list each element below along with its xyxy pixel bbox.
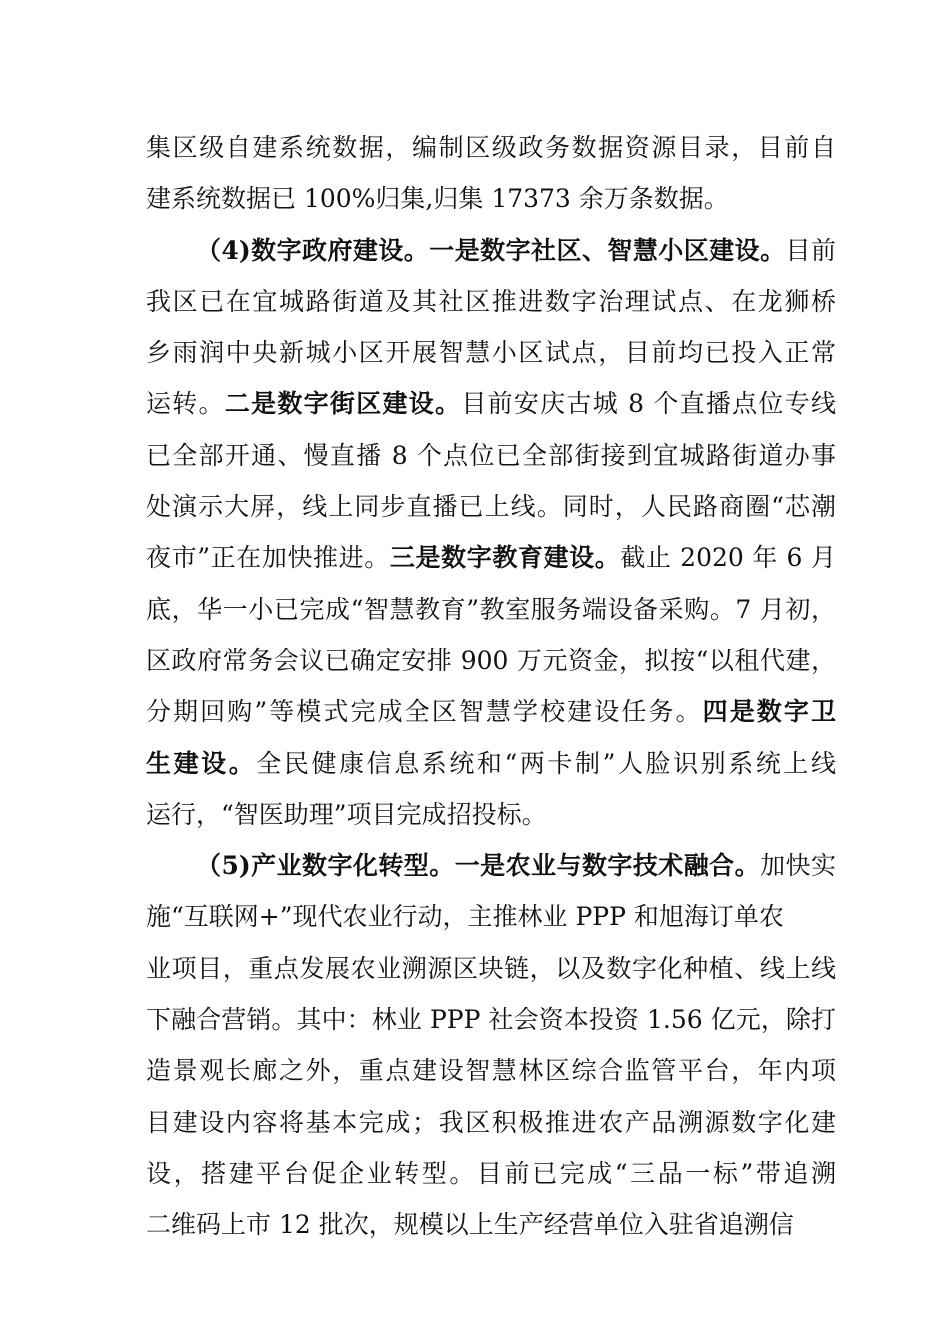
text-segment: 运转。 xyxy=(146,389,225,419)
text-segment: 目前 xyxy=(785,235,836,265)
text-line xyxy=(146,584,836,635)
section-heading-line xyxy=(146,225,836,276)
text-line xyxy=(146,635,836,686)
text-line xyxy=(146,891,836,942)
text-line xyxy=(146,276,836,327)
section-heading-line xyxy=(146,840,836,891)
text-line xyxy=(146,738,836,789)
document-body xyxy=(146,122,836,1251)
text-segment: 运行，“智医助理”项目完成招投标。 xyxy=(146,799,547,829)
text-line xyxy=(146,789,836,840)
text-line xyxy=(146,1199,836,1250)
text-segment: 夜市”正在加快推进。 xyxy=(146,543,390,573)
text-segment: 底，华一小已完成“智慧教育”教室服务端设备采购。7 月初， xyxy=(146,594,836,624)
bold-heading-segment: 三是数字教育建设。 xyxy=(389,543,621,573)
text-segment: 造景观长廊之外，重点建设智慧林区综合监管平台，年内项 xyxy=(146,1056,836,1086)
text-line xyxy=(146,1148,836,1199)
text-line xyxy=(146,943,836,994)
text-segment: 处演示大屏，线上同步直播已上线。同时，人民路商圈“芯潮 xyxy=(146,492,836,522)
text-segment: 我区已在宜城路街道及其社区推进数字治理试点、在龙狮桥 xyxy=(146,286,836,316)
text-segment: 已全部开通、慢直播 8 个点位已全部街接到宜城路街道办事 xyxy=(146,440,836,470)
text-segment: 分期回购”等模式完成全区智慧学校建设任务。 xyxy=(146,697,703,727)
text-segment: 区政府常务会议已确定安排 900 万元资金，拟按“以租代建， xyxy=(146,645,836,675)
text-line xyxy=(146,481,836,532)
text-segment: 设，搭建平台促企业转型。目前已完成“三品一标”带追溯 xyxy=(146,1158,836,1188)
text-line xyxy=(146,327,836,378)
text-segment: 施“互联网+”现代农业行动，主推林业 PPP 和旭海订单农 xyxy=(146,902,784,932)
bold-heading-segment: （4)数字政府建设。一是数字社区、智慧小区建设。 xyxy=(196,235,786,265)
text-segment: 乡雨润中央新城小区开展智慧小区试点，目前均已投入正常 xyxy=(146,338,836,368)
bold-heading-segment: 生建设。 xyxy=(146,748,257,778)
text-segment: 全民健康信息系统和“两卡制”人脸识别系统上线 xyxy=(256,748,836,778)
text-segment: 集区级自建系统数据，编制区级政务数据资源目录，目前自 xyxy=(146,133,836,162)
text-line xyxy=(146,994,836,1045)
text-segment: 二维码上市 12 批次，规模以上生产经营单位入驻省追溯信 xyxy=(146,1210,794,1240)
bold-heading-segment: 二是数字街区建设。 xyxy=(224,389,462,419)
text-segment: 目前安庆古城 8 个直播点位专线 xyxy=(461,389,836,419)
text-line xyxy=(146,532,836,583)
bold-heading-segment: （5)产业数字化转型。一是农业与数字技术融合。 xyxy=(196,851,761,881)
bold-heading-segment: 四是数字卫 xyxy=(702,697,836,727)
text-line xyxy=(146,686,836,737)
text-segment: 截止 2020 年 6 月 xyxy=(620,543,836,573)
text-segment: 业项目，重点发展农业溯源区块链，以及数字化种植、线上线 xyxy=(146,953,836,983)
text-line xyxy=(146,1097,836,1148)
text-segment: 建系统数据已 100%归集,归集 17373 余万条数据。 xyxy=(146,184,729,214)
text-segment: 目建设内容将基本完成；我区积极推进农产品溯源数字化建 xyxy=(146,1107,836,1137)
text-line xyxy=(146,1045,836,1096)
text-line xyxy=(146,378,836,429)
text-segment: 下融合营销。其中：林业 PPP 社会资本投资 1.56 亿元，除打 xyxy=(146,1005,836,1035)
text-segment: 加快实 xyxy=(760,851,836,881)
text-line xyxy=(146,173,836,224)
text-line xyxy=(146,122,836,173)
text-line xyxy=(146,430,836,481)
